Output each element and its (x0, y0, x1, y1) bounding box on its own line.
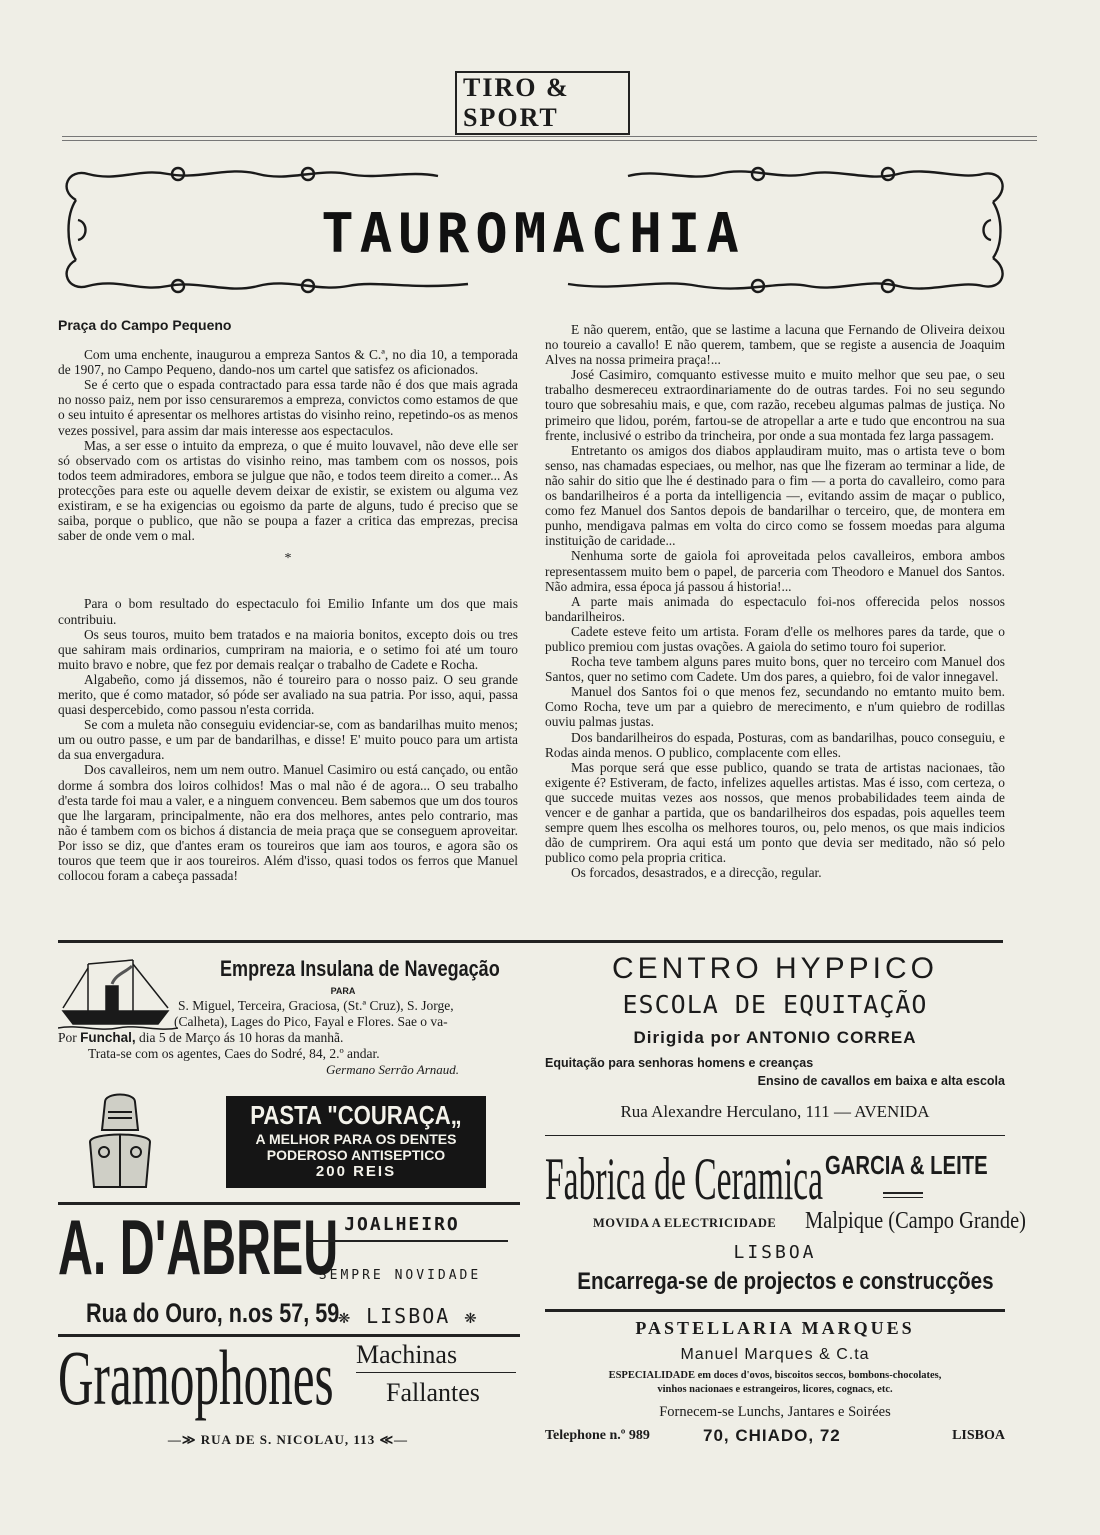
insulana-line2: (Calheta), Lages do Pico, Fayal e Flores. Sae o va- (174, 1014, 448, 1029)
ad-couraca (58, 1090, 520, 1195)
paragraph: Os forcados, desastrados, e a direcção, regular. (571, 865, 822, 881)
insulana-line3: Por Funchal, dia 5 de Março ás 10 horas da manhã. (58, 1030, 344, 1045)
paragraph: Mas porque será que esse publico, quando se trata de artistas nacionaes, tão exigente é? Estiveram, de facto, infelizes aquelles artistas. Mas é isso, com certeza, o que succede muitas vezes aos nossos, que menos probabilidades teem ainda de vencer e de ganhar a partida, que os bandarilheiros dos espadas, pois aquelles teem sempre quem lhes escolha os melhores touros, ou, pelo menos, os que mais indicios dão de cumprirem. Ora aqui está um ponto que devia ser meditado, não só pelo publico como pela propria critica. (545, 759, 1005, 866)
abreu-trade: JOALHEIRO (344, 1214, 460, 1235)
article-heading: Praça do Campo Pequeno (58, 317, 232, 333)
ad-hyppico (545, 950, 1005, 1135)
article-left-column (58, 318, 518, 883)
gramophones-address: —≫ RUA DE S. NICOLAU, 113 ≪— (167, 1432, 409, 1447)
hyppico-address: Rua Alexandre Herculano, 111 — AVENIDA (620, 1102, 930, 1121)
masthead-logo (455, 73, 630, 132)
pastellaria-title: PASTELLARIA MARQUES (635, 1318, 915, 1338)
ceramica-place: Malpique (Campo Grande) (805, 1208, 1026, 1234)
hyppico-director: Dirigida por ANTONIO CORREA (633, 1028, 917, 1047)
gramophones-line1: Machinas (356, 1340, 458, 1369)
hyppico-line1: Equitação para senhoras homens e creanças (545, 1056, 814, 1070)
article-right-column (545, 322, 1005, 880)
paragraph: Cadete esteve feito um artista. Foram d'elle os melhores pares da tarde, que o publico premiou com justas ovações. A gaiola do setimo touro foi superior. (545, 623, 1005, 654)
paragraph: José Casimiro, comquanto estivesse muito e muito melhor que seu pae, o seu trabalho desmereceu extraordinariamente do de outras tardes. Foi no seu segundo touro que sobresahiu mais, e que, com razão, recebeu algumas palmas de justiça. No primeiro que lidou, porém, fartou-se de atropellar a arte e tudo que encontrou na sua frente, inclusivé o estribo da trincheira, por onde a sua montada fez larga passagem. (545, 367, 1005, 443)
hyppico-line2: Ensino de cavallos em baixa e alta escola (757, 1074, 1005, 1088)
pastellaria-line3: Fornecem-se Lunchs, Jantares e Soirées (659, 1404, 891, 1420)
insulana-signature: Germano Serrão Arnaud. (326, 1062, 460, 1077)
header-rule (62, 136, 1037, 141)
couraca-box (226, 1096, 486, 1188)
ad-abreu (58, 1203, 520, 1334)
pastellaria-city: LISBOA (952, 1428, 1005, 1443)
paragraph: Com uma enchente, inaugurou a empreza Santos & C.ª, no dia 10, a temporada de 1907, no Campo Pequeno, dando-nos um cartel que satisfez os aficionados. (58, 347, 518, 378)
abreu-rule (308, 1240, 508, 1242)
hyppico-subtitle: ESCOLA DE EQUITAÇÃO (622, 990, 928, 1019)
paragraph: A parte mais animada do espectaculo foi-nos offerecida pelos nossos bandarilheiros. (545, 593, 1005, 624)
gramophones-name: Gramophones (58, 1334, 334, 1421)
insulana-line1: S. Miguel, Terceira, Graciosa, (St.ª Cruz), S. Jorge, (178, 998, 454, 1013)
gramophones-rule (356, 1372, 516, 1373)
section-title: TAUROMACHIA (321, 202, 745, 265)
ads-divider (58, 940, 1003, 943)
paragraph: Os seus touros, muito bem tratados e na maioria bonitos, excepto dois ou tres que sahiram mais ordinarios, cumpriram na maioria, e o setimo foi até um touro muito bravo e nobre, que fez por demais realçar o trabalho de Cadete e Rocha. (58, 626, 518, 672)
pastellaria-address: 70, CHIADO, 72 (703, 1426, 841, 1445)
ad-gramophones (58, 1336, 520, 1456)
abreu-slogan: SEMPRE NOVIDADE (318, 1268, 482, 1283)
logo-text: TIRO & SPORT (455, 71, 630, 135)
couraca-line2: A MELHOR PARA OS DENTES (255, 1131, 457, 1147)
paragraph: Mas, a ser esse o intuito da empreza, o que é muito louvavel, não deve elle ser só observado com os artistas do visinho reino, mas tambem com os nossos, pois todos teem admiradores, embora se julgue que não, e todos teem direito a comer... As protecções para este ou aquelle devem deixar de existir, se existem ou alguma vez existiram, e se ha exigencias ou egoismo da parte de alguns, tudo é preciso que se saiba, porque o publico, que não se poupa a fazer a critica das emprezas, precisa saber de onde vem o mal. (58, 437, 518, 544)
couraca-line4: 200 REIS (315, 1163, 397, 1180)
ceramica-rule (883, 1192, 923, 1198)
section-separator: * (284, 551, 292, 567)
abreu-address: Rua do Ouro, n.os 57, 59 (86, 1298, 340, 1328)
hyppico-title: CENTRO HYPPICO (611, 952, 939, 985)
paragraph: E não querem, então, que se lastime a lacuna que Fernando de Oliveira deixou no toureio a cavallo! E não querem, tambem, que se registe a ausencia de Joaquim Alves na nossa primeira praça!... (545, 322, 1005, 368)
paragraph: Para o bom resultado do espectaculo foi Emilio Infante um dos que mais contribuiu. (58, 596, 518, 627)
abreu-name: A. D'ABREU (58, 1203, 339, 1291)
paragraph: Manuel dos Santos foi o que menos fez, secundando no emtanto muito bem. Como Rocha, teve um par a quiebro de merecimento, e n'um quiebro de rodillas ouviu palmas justas. (545, 684, 1005, 730)
couraca-line1: PASTA "COURAÇA„ (250, 1100, 462, 1130)
ad-divider (545, 1135, 1005, 1136)
pastellaria-line2: vinhos nacionaes e estrangeiros, licores, cognacs, etc. (657, 1384, 893, 1395)
knight-armor-icon (80, 1092, 160, 1192)
ad-pastellaria (545, 1316, 1005, 1456)
paragraph: Rocha teve tambem alguns pares muito bons, quer no terceiro com Manuel dos Santos, quer no setimo com Cadete. Um dos pares, a quiebro, foi de valor innegavel. (545, 654, 1005, 685)
paragraph: Dos bandarilheiros do espada, Posturas, com as bandarilhas, pouco conseguiu, e Rodas ainda menos. O publico, complacente com elles. (545, 729, 1005, 760)
ad-ceramica (545, 1142, 1026, 1307)
ceramica-owners: GARCIA & LEITE (825, 1150, 988, 1180)
ceramica-tagline: Encarrega-se de projectos e construcções (577, 1268, 994, 1295)
paragraph: Entretanto os amigos dos diabos applaudiram muito, mas o artista teve o bom senso, nas chamadas especiaes, ou melhor, nas que lhe fizeram ao terminar a lide, de não sahir do sitio que lhe é destinado para o fim — a porta do cavalleiro, como para os bandarilheiros é a porta da intelligencia —, evitando assim de maçar o publico, como fez Manuel dos Santos depois de bandarilhar o terceiro, que, de montera em punho, mendigava palmas em volta do circo como se fossem moedas para alguma instituição de caridade... (545, 442, 1005, 549)
abreu-city: ❋ LISBOA ❋ (338, 1304, 479, 1328)
paragraph: Se com a muleta não conseguiu evidenciar-se, com as bandarilhas muito menos; um ou outro passe, e um par de bandarilhas, e disse! E' muito pouco para um artista da sua envergadura. (58, 717, 518, 763)
insulana-line4: Trata-se com os agentes, Caes do Sodré, 84, 2.º andar. (88, 1046, 380, 1061)
ceramica-movida: MOVIDA A ELECTRICIDADE (593, 1216, 777, 1230)
paragraph: Dos cavalleiros, nem um nem outro. Manuel Casimiro ou está cançado, ou então dorme á sombra dos loiros colhidos! Mas o mal não é de agora... O seu trabalho d'esta tarde foi mau a valer, e a ninguem convenceu. Bem sabemos que um dos touros que lhe largaram, principalmente, não era dos melhores, antes pelo contrario, mas não é tambem com os bichos á distancia de meia praça que se conseguem aproveitar. Por isso se diz, que d'antes eram os toureiros que iam aos touros, e agora são os touros que teem que ir aos toureiros. Além d'isso, quasi todos os ferros que Manuel collocou foram a cabeça passada! (58, 762, 518, 884)
ceramica-city: LISBOA (733, 1242, 817, 1263)
pastellaria-phone: Telephone n.º 989 (545, 1428, 650, 1443)
steamship-icon (58, 956, 178, 1036)
pastellaria-owner: Manuel Marques & C.ta (680, 1346, 870, 1363)
paragraph: Algabeño, como já dissemos, não é toureiro para o nosso paiz. O seu grande merito, que é como matador, só póde ser avaliado na sua patria. Por isso, aqui, passa quasi despercebido, como passou n'esta corrida. (58, 671, 518, 718)
ad-insulana (58, 950, 520, 1080)
paragraph: Se é certo que o espada contractado para essa tarde não é dos que mais agrada no nosso paiz, nem por isso censuraremos a empreza, convictos como estamos de que o seu intuito é apresentar os melhores artistas do visinho reino, repetindo-os as menos vezes possivel, para assim dar mais interesse aos espectaculos. (58, 377, 518, 438)
paragraph: Nenhuma sorte de gaiola foi aproveitada pelos cavalleiros, embora ambos representassem muito bem o papel, de parceria com Theodoro e Manuel dos Santos. Não admira, essa época já passou á historia!... (545, 548, 1005, 594)
pastellaria-line1: ESPECIALIDADE em doces d'ovos, biscoitos seccos, bombons-chocolates, (608, 1370, 942, 1381)
ceramica-title: Fabrica de Ceramica (545, 1146, 823, 1212)
gramophones-line2: Fallantes (386, 1378, 480, 1407)
ad-divider (545, 1309, 1005, 1312)
section-banner (58, 160, 1008, 300)
insulana-title: Empreza Insulana de Navegação (220, 956, 500, 981)
couraca-line3: PODEROSO ANTISEPTICO (266, 1147, 446, 1163)
insulana-para: PARA (330, 986, 356, 996)
